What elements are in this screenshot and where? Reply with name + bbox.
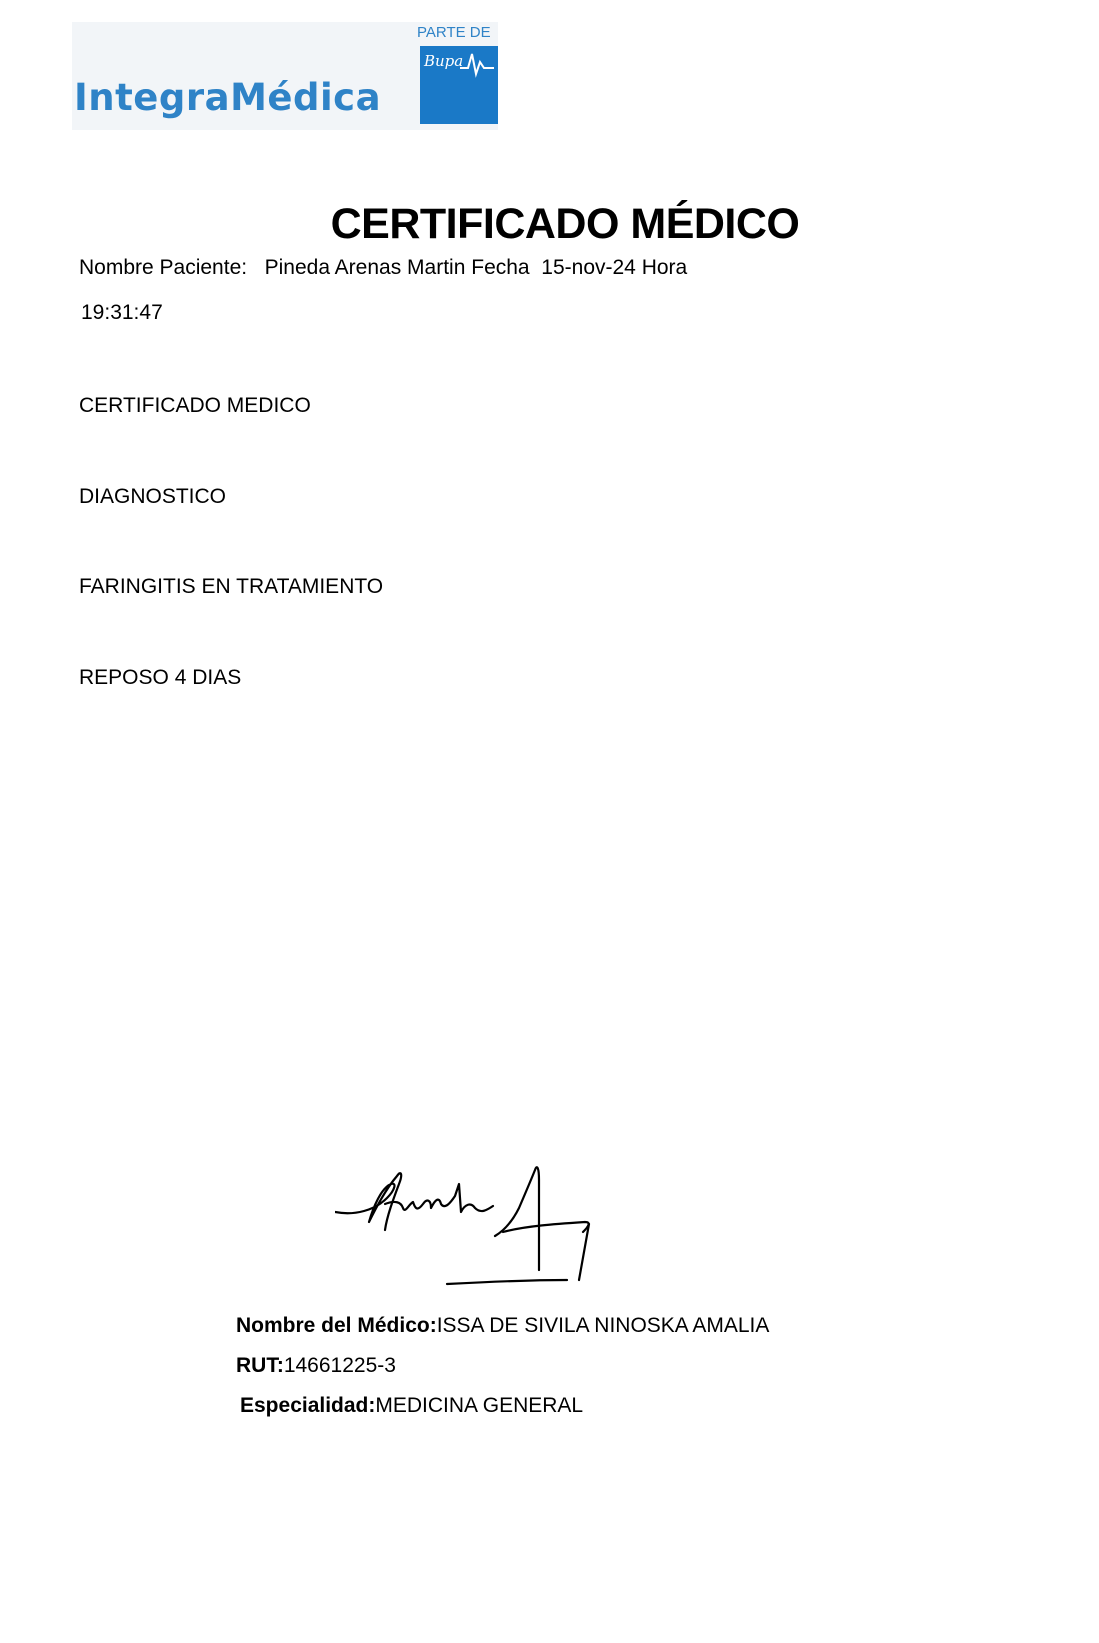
logo-brand-text: IntegraMédica bbox=[74, 76, 382, 119]
body-line-diagnostico: DIAGNOSTICO bbox=[79, 485, 227, 508]
patient-info-line bbox=[79, 256, 687, 280]
doctor-specialty-line bbox=[240, 1394, 583, 1418]
body-line-diagnosis: FARINGITIS EN TRATAMIENTO bbox=[79, 575, 384, 598]
logo-parte-de-text: PARTE DE bbox=[417, 24, 491, 41]
body-line-certificado: CERTIFICADO MEDICO bbox=[79, 394, 311, 417]
rut-label: RUT: bbox=[236, 1354, 284, 1377]
patient-name: Pineda Arenas Martin bbox=[264, 256, 466, 279]
doctor-name-line bbox=[236, 1314, 769, 1338]
heartbeat-icon bbox=[460, 50, 494, 78]
patient-name-label: Nombre Paciente: bbox=[79, 256, 248, 279]
time-label: Hora bbox=[641, 256, 688, 279]
bupa-logo-box bbox=[420, 46, 498, 124]
rut-value: 14661225-3 bbox=[283, 1354, 396, 1377]
integramedica-logo bbox=[72, 22, 498, 130]
specialty-value: MEDICINA GENERAL bbox=[375, 1394, 584, 1417]
doctor-rut-line bbox=[236, 1354, 396, 1378]
doctor-signature bbox=[335, 1160, 615, 1300]
time-value: 19:31:47 bbox=[81, 301, 163, 324]
body-line-rest: REPOSO 4 DIAS bbox=[79, 666, 242, 689]
doctor-name-label: Nombre del Médico: bbox=[236, 1314, 437, 1337]
doctor-name: ISSA DE SIVILA NINOSKA AMALIA bbox=[436, 1314, 770, 1337]
document-title: CERTIFICADO MÉDICO bbox=[330, 200, 800, 248]
date-value: 15-nov-24 bbox=[541, 256, 636, 279]
time-line bbox=[81, 301, 163, 325]
bupa-logo-text: Bupa bbox=[424, 52, 464, 70]
specialty-label: Especialidad: bbox=[240, 1394, 376, 1417]
date-label: Fecha bbox=[471, 256, 530, 279]
